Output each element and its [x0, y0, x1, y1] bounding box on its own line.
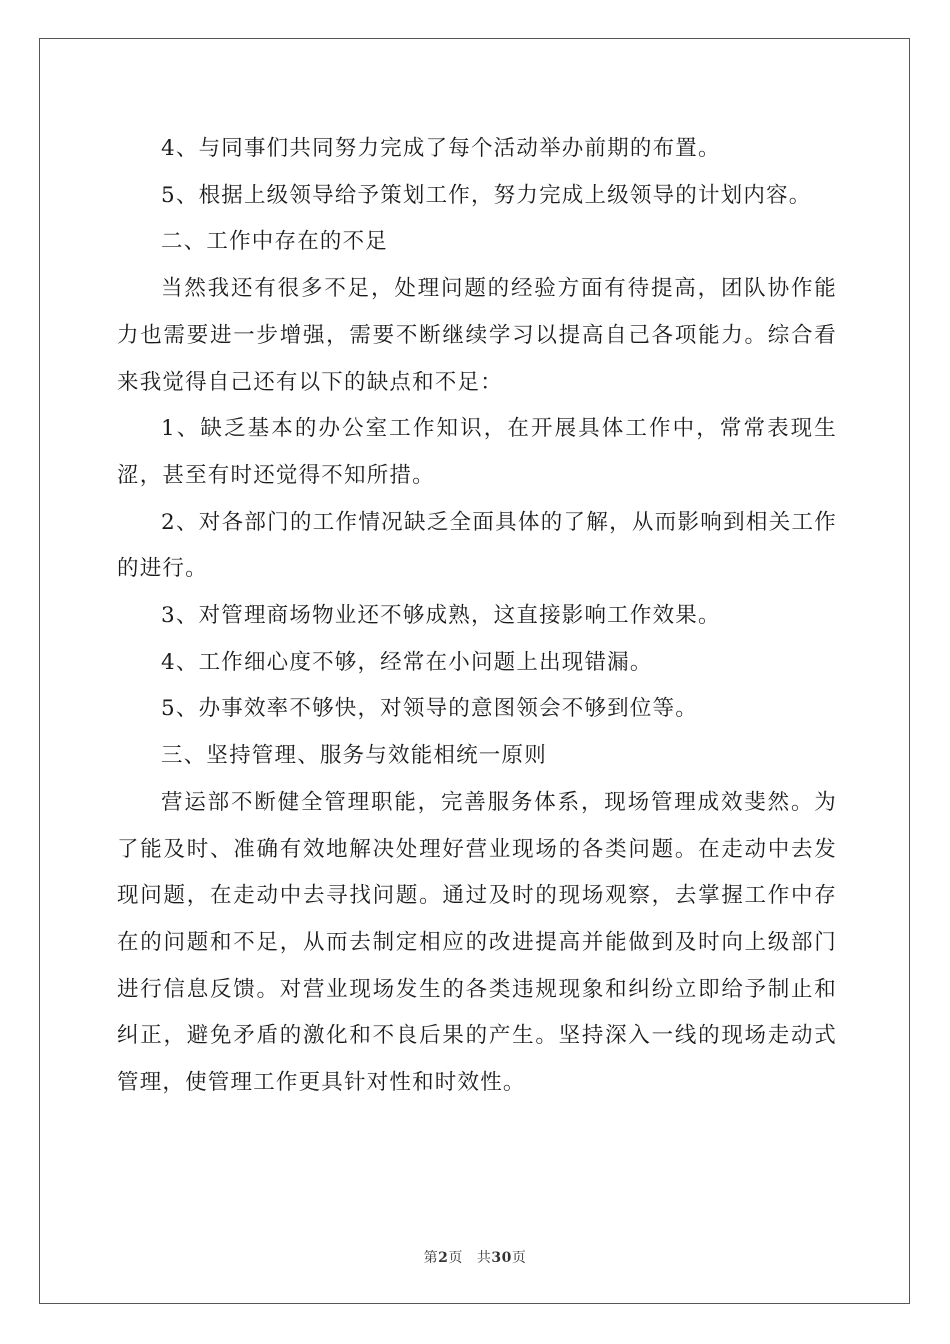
section-heading: 三、坚持管理、服务与效能相统一原则: [161, 743, 547, 769]
section-heading: 二、工作中存在的不足: [161, 229, 389, 255]
paragraph: 营运部不断健全管理职能，完善服务体系，现场管理成效斐然。为了能及时、准确有效地解决处理好营业现场的各类问题。在走动中去发现问题，在走动中去寻找问题。通过及时的现场观察，去掌握工作中存在的问题和不足，从而去制定相应的改进提高并能做到及时向上级部门进行信息反馈。对营业现场发生的各类违规现象和纠纷立即给予制止和纠正，避免矛盾的激化和不良后果的产生。坚持深入一线的现场走动式管理，使管理工作更具针对性和时效性。: [117, 789, 837, 1096]
list-item: 1、缺乏基本的办公室工作知识，在开展具体工作中，常常表现生涩，甚至有时还觉得不知所措。: [117, 416, 837, 488]
current-page-number: 2: [438, 1250, 449, 1266]
footer-page-suffix: 页: [448, 1250, 463, 1266]
list-item: 4、工作细心度不够，经常在小问题上出现错漏。: [161, 649, 653, 675]
footer-prefix: 第: [423, 1250, 439, 1266]
paragraph: 当然我还有很多不足，处理问题的经验方面有待提高，团队协作能力也需要进一步增强，需要不断继续学习以提高自己各项能力。综合看来我觉得自己还有以下的缺点和不足：: [117, 276, 837, 395]
list-item: 5、办事效率不够快，对领导的意图领会不够到位等。: [161, 696, 698, 722]
paragraph: 5、根据上级领导给予策划工作，努力完成上级领导的计划内容。: [161, 182, 812, 208]
list-item: 3、对管理商场物业还不够成熟，这直接影响工作效果。: [161, 603, 721, 629]
document-body: [117, 126, 837, 1107]
list-item: 2、对各部门的工作情况缺乏全面具体的了解，从而影响到相关工作的进行。: [117, 509, 837, 582]
footer-total-prefix: 共: [476, 1250, 492, 1266]
page-footer: [0, 1247, 950, 1267]
paragraph: 4、与同事们共同努力完成了每个活动举办前期的布置。: [161, 136, 721, 161]
footer-total-suffix: 页: [511, 1250, 527, 1266]
total-pages-number: 30: [491, 1250, 512, 1266]
